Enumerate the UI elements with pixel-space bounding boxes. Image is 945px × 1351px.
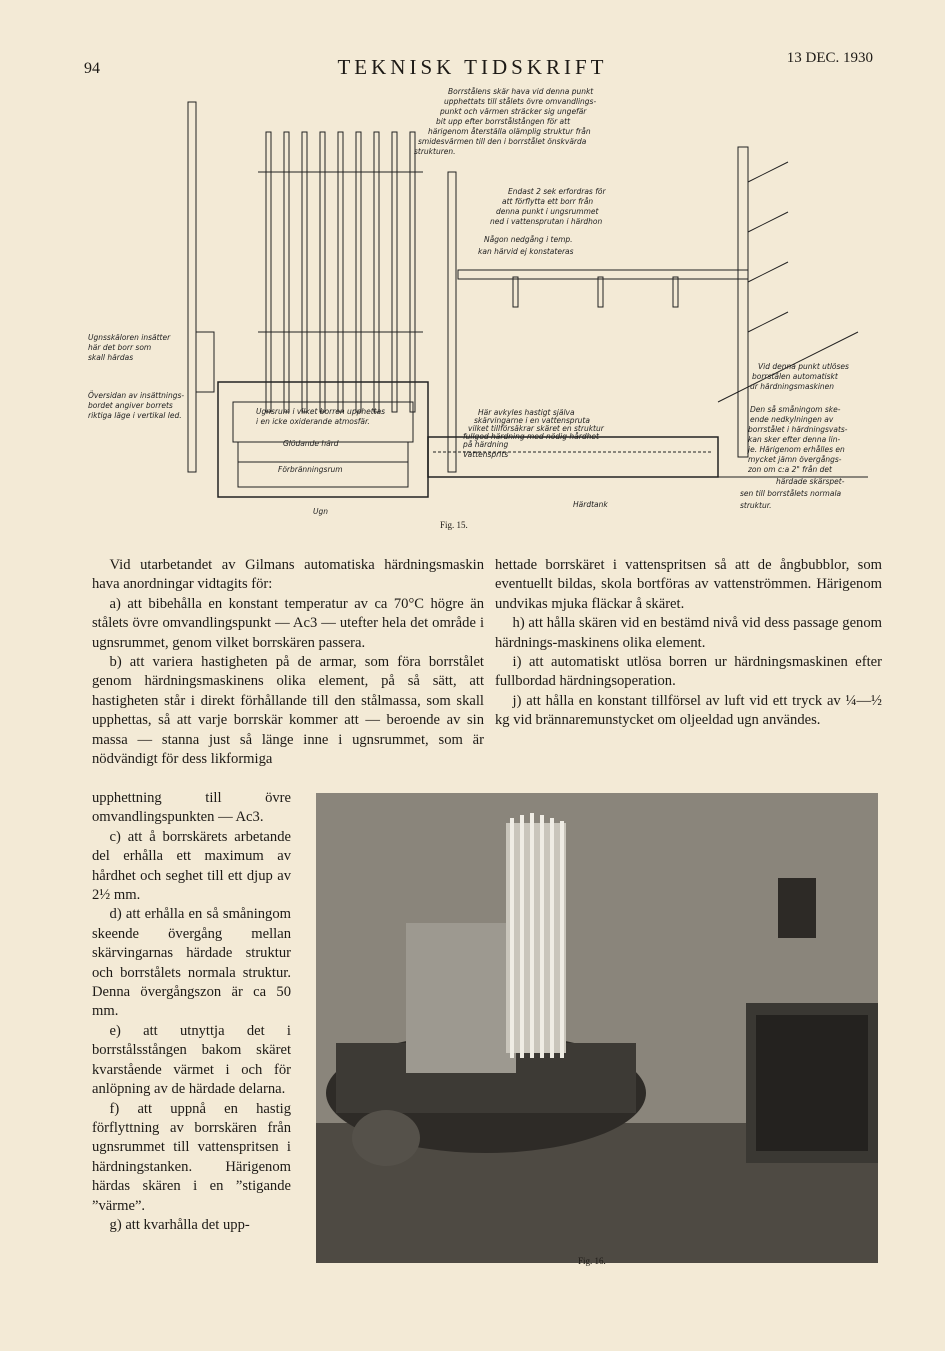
label-left-4: Översidan av insättnings- [88,391,185,400]
label-top-6: smidesvärmen till den i borrstålet önskvärda [418,137,587,146]
label-mid-5: Någon nedgång i temp. [484,235,573,244]
label-mid-1: Endast 2 sek erfordras för [508,187,606,196]
paragraph-f: f) att uppnå en hastig förflyttning av borrskären från ugnsrummet till vattenspritsen i härdningstanken. Härigenom härdas skären i en ”stigande ”värme”. [92,1100,291,1214]
label-mid-3: denna punkt i ungsrummet [496,207,599,216]
paragraph-a: a) att bibehålla en konstant temperatur av ca 70°C högre än stålets övre omvandlingspunkt — Ac3 — utefter hela det område i ugnsrummet, genom vilket borrskären passera. [92,595,484,651]
label-right-13: struktur. [740,501,772,510]
photo-drill-column [506,823,566,1053]
label-tank-5: på härdning [463,440,509,449]
middle-post [448,172,456,472]
label-top-4: bit upp efter borrstålstången för att [436,117,571,126]
label-left-2: här det borr som [88,343,152,352]
paragraph-b-continued: upphettning till övre omvandlingspunkten — Ac3. [92,790,291,826]
label-right-2: borrstålen automatiskt [752,372,838,381]
label-tank-2: skärvingarne i en vattenspruta [474,416,590,425]
label-tank-1: Här avkyles hastigt själva [478,408,575,417]
right-post [738,147,748,457]
label-left-1: Ugnsskäloren insätter [88,333,171,342]
drill-bars [266,132,415,412]
label-right-7: kan sker efter denna lin- [748,435,841,444]
label-right-10: zon om c:a 2" från det [748,465,832,474]
label-right-11: härdade skärspet- [776,477,845,486]
page-number: 94 [84,60,100,77]
label-oven-1: Ugnsrum i vilket borren upphettas [256,407,386,416]
right-column [495,556,882,731]
photo-control-panel-face [756,1015,868,1151]
label-oven-4: Förbränningsrum [278,465,343,474]
paragraph-c: c) att å borrskärets arbetande del erhålla ett maximum av hårdhet och seghet till ett djup av 2½ mm. [92,828,291,904]
journal-title: TEKNISK TIDSKRIFT [337,55,608,79]
photo-machine-housing [406,923,516,1073]
figure-16-caption: Fig. 16. [578,1256,606,1266]
figure-15-drawing [88,82,878,522]
figure-16-photo [316,793,878,1263]
paragraph-b: b) att variera hastigheten på de armar, som föra borrstålet genom härdningsmaskinens olika element, på så sätt, att hastigheten står i direkt förhållande till den stålmassa, som skall upphettas, så att varje borrskär kommer att — beroende av sin massa — stanna just så länge inne i ugnsrummet, som är nödvändigt för dess likformiga [92,654,484,768]
label-right-12: sen till borrstålets normala [740,489,842,498]
label-ugn: Ugn [313,507,329,516]
label-top-3: punkt och värmen sträcker sig ungefär [440,107,587,116]
hanging-drill-3 [673,277,678,307]
paragraph-d: d) att erhålla en så småningom skeende övergång mellan skärvingarnas härdade struktur och borrstålets normala struktur. Denna övergångszon är ca 50 mm. [92,906,291,1020]
label-right-9: mycket jämn övergångs- [748,455,842,464]
label-tank-3: vilket tillförsäkrar skäret en struktur [468,424,604,433]
label-tank-4: fullgod härdning med nödig hårdhet [463,432,599,441]
label-right-4: Den så småningom ske- [750,405,841,414]
paragraph-g: g) att kvarhålla det upp- [109,1216,250,1233]
label-oven-3: Glödande härd [283,439,339,448]
figure-15-caption: Fig. 15. [440,520,468,530]
label-right-3: ur härdningsmaskinen [750,382,835,391]
paragraph-e: e) att utnyttja det i borrstålsstången bakom skäret kvarstående värmet i och för anlöpning av de härdade delarna. [92,1022,291,1098]
label-mid-4: ned i vattensprutan i härdhon [490,217,603,226]
photo-wall-box [778,878,816,938]
paragraph-i: i) att automatiskt utlösa borren ur härdningsmaskinen efter fullbordad härdningsoperation. [495,654,882,690]
label-tank-6: Vattensprits [463,450,509,459]
label-right-6: borrstålet i härdningsvats- [748,425,848,434]
left-column-narrow [92,789,291,1235]
paragraph-h: h) att hålla skären vid en bestämd nivå vid dess passage genom härdnings-maskinens olika element. [495,615,882,651]
figure-15-labels [88,87,849,516]
label-left-6: riktiga läge i vertikal led. [88,411,182,420]
label-right-1: Vid denna punkt utlöses [758,362,849,371]
paragraph-intro: Vid utarbetandet av Gilmans automatiska härdningsmaskin hava anordningar vidtagits för: [92,557,484,593]
label-oven-2: i en icke oxiderande atmosfär. [256,417,370,426]
label-left-3: skall härdas [88,353,134,362]
label-top-5: härigenom återställa olämplig struktur från [428,127,591,136]
left-column-top [92,556,484,769]
loading-table [196,332,214,392]
label-left-5: bordet angiver borrets [88,401,173,410]
paragraph-g-continued: hettade borrskäret i vattenspritsen så att de ångbubblor, som eventuellt bildas, skola bortföras av vattenströmmen. Härigenom undvikas mjuka fläckar å skäret. [495,557,882,612]
photo-gear-wheel [352,1110,420,1166]
paragraph-j: j) att hålla en konstant tillförsel av luft vid ett tryck av ¼—½ kg vid brännaremunstycket om oljeeldad ugn användes. [495,692,882,729]
left-post [188,102,196,472]
label-mid-6: kan härvid ej konstateras [478,247,574,256]
label-right-8: je. Härigenom erhålles en [748,445,845,454]
label-top-2: upphettats till stålets övre omvandlings- [444,97,597,106]
issue-date: 13 DEC. 1930 [786,50,873,66]
label-right-5: ende nedkylningen av [750,415,834,424]
label-tank-7: Härdtank [573,500,608,509]
hanging-drill-1 [513,277,518,307]
label-mid-2: att förflytta ett borr från [502,197,594,206]
label-top-7: strukturen. [414,147,456,156]
hanging-drill-2 [598,277,603,307]
label-top-1: Borrstålens skär hava vid denna punkt [448,87,594,96]
